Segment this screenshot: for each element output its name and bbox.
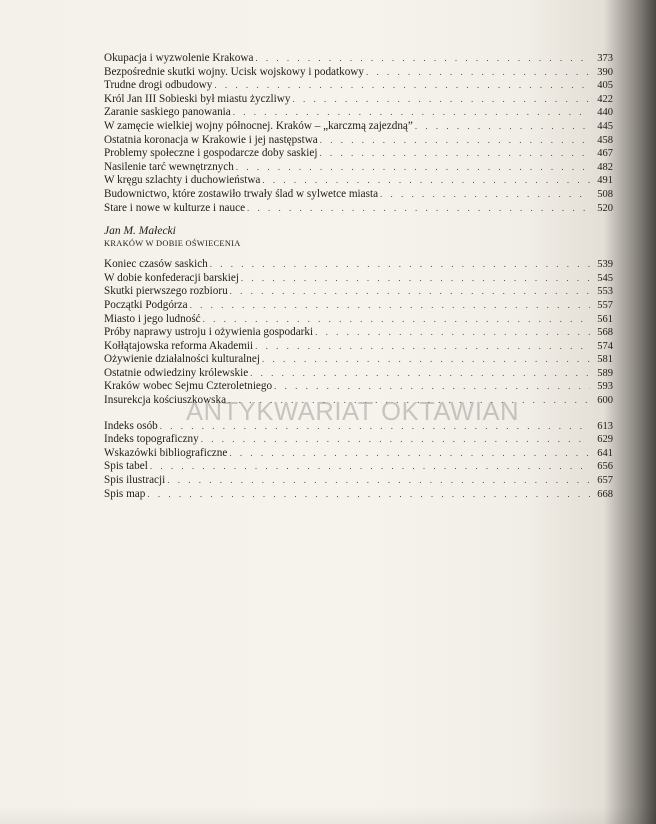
toc-entry-page: 668 — [597, 488, 613, 500]
dot-leader — [274, 380, 590, 394]
toc-entry — [104, 380, 613, 394]
dot-leader — [315, 326, 590, 340]
toc-entry-page: 581 — [597, 354, 613, 366]
dot-leader — [230, 285, 590, 299]
toc-entry — [104, 340, 613, 354]
toc-entry — [104, 202, 613, 216]
dot-leader — [380, 188, 590, 202]
toc-entry-page: 656 — [597, 461, 613, 473]
toc-entry — [104, 313, 613, 327]
toc-entry — [104, 474, 613, 488]
toc-entry-page: 373 — [597, 53, 613, 64]
toc-entry-title: Insurekcja kościuszkowska — [104, 394, 227, 407]
toc-entry — [104, 285, 613, 299]
toc-entry-page: 482 — [597, 161, 613, 173]
dot-leader — [319, 147, 590, 161]
toc-entry-page: 539 — [597, 259, 613, 271]
dot-leader — [210, 258, 590, 272]
dot-leader — [262, 353, 590, 367]
toc-entry-title: Kraków wobec Sejmu Czteroletniego — [104, 380, 273, 393]
dot-leader — [229, 447, 590, 461]
toc-entry-page: 491 — [597, 175, 613, 187]
dot-leader — [150, 460, 590, 474]
toc-entry-title: Zaranie saskiego panowania — [104, 106, 231, 119]
toc-entry-page: 520 — [597, 202, 613, 214]
toc-entry-title: W zamęcie wielkiej wojny północnej. Kraków – „karczmą zajezdną” — [104, 119, 413, 132]
toc-entry-title: Ostatnie odwiedziny królewskie — [104, 366, 249, 379]
toc-entry-page: 422 — [597, 93, 613, 105]
toc-entry-title: Spis map — [104, 487, 146, 500]
toc-entry-page: 613 — [597, 420, 613, 432]
toc-entry-title: Skutki pierwszego rozbioru — [104, 285, 228, 298]
toc-entry-title: Miasto i jego ludność — [104, 312, 201, 325]
toc-entry-page: 440 — [597, 107, 613, 119]
toc-entry — [104, 433, 613, 447]
dot-leader — [255, 52, 590, 66]
toc-entry-page: 467 — [597, 148, 613, 160]
section-heading: KRAKÓW W DOBIE OŚWIECENIA — [104, 239, 241, 249]
toc-entry-page: 657 — [597, 475, 613, 487]
toc-entry-page: 458 — [597, 134, 613, 146]
toc-part-2 — [104, 258, 613, 408]
toc-entry-title: Budownictwo, które zostawiło trwały ślad w sylwetce miasta — [104, 187, 379, 200]
dot-leader — [292, 93, 590, 107]
toc-entry — [104, 258, 613, 272]
toc-entry-title: Początki Podgórza — [104, 298, 188, 311]
dot-leader — [214, 79, 590, 93]
toc-entry-title: Bezpośrednie skutki wojny. Ucisk wojskowy i podatkowy — [104, 65, 364, 78]
section-author: Jan M. Małecki — [104, 225, 176, 238]
dot-leader — [203, 313, 590, 327]
toc-entry — [104, 174, 613, 188]
dot-leader — [147, 488, 590, 502]
dot-leader — [255, 340, 590, 354]
toc-entry — [104, 460, 613, 474]
toc-entry — [104, 79, 613, 93]
toc-entry-page: 390 — [597, 66, 613, 78]
toc-entry-title: Król Jan III Sobieski był miastu życzliwy — [104, 92, 291, 105]
toc-entry — [104, 147, 613, 161]
dot-leader — [250, 367, 590, 381]
toc-entry-title: Koniec czasów saskich — [104, 258, 208, 271]
toc-entry — [104, 120, 613, 134]
dot-leader — [366, 66, 590, 80]
toc-entry — [104, 93, 613, 107]
dot-leader — [233, 106, 590, 120]
toc-entry-page: 629 — [597, 434, 613, 446]
watermark-text: ANTYKWARIAT OKTAWIAN — [186, 398, 520, 426]
toc-entry-title: W kręgu szlachty i duchowieństwa — [104, 174, 261, 187]
toc-entry-page: 641 — [597, 447, 613, 459]
toc-entry-page: 593 — [597, 381, 613, 393]
toc-entry-title: Stare i nowe w kulturze i nauce — [104, 201, 246, 214]
toc-entry-title: Kołłątajowska reforma Akademii — [104, 339, 254, 352]
toc-entry — [104, 488, 613, 502]
toc-entry-page: 545 — [597, 272, 613, 284]
toc-entry-title: Ostatnia koronacja w Krakowie i jej następstwa — [104, 133, 318, 146]
toc-entry-title: Nasilenie tarć wewnętrznych — [104, 160, 234, 173]
toc-entry-page: 557 — [597, 299, 613, 311]
dot-leader — [415, 120, 590, 134]
toc-entry-title: Próby naprawy ustroju i ożywienia gospodarki — [104, 326, 314, 339]
toc-entry — [104, 326, 613, 340]
toc-entry-page: 574 — [597, 340, 613, 352]
toc-entry-title: Okupacja i wyzwolenie Krakowa — [104, 52, 254, 64]
toc-entry-title: Ożywienie działalności kulturalnej — [104, 353, 260, 366]
dot-leader — [247, 202, 590, 216]
toc-entry-page: 600 — [597, 395, 613, 407]
dot-leader — [236, 161, 590, 175]
toc-entry-title: W dobie konfederacji barskiej — [104, 271, 239, 284]
dot-leader — [201, 433, 590, 447]
toc-entry-title: Trudne drogi odbudowy — [104, 79, 213, 92]
dot-leader — [262, 174, 590, 188]
toc-entry-page: 589 — [597, 367, 613, 379]
toc-entry — [104, 353, 613, 367]
toc-entry — [104, 52, 613, 66]
toc-entry-title: Problemy społeczne i gospodarcze doby saskiej — [104, 147, 318, 160]
toc-entry-page: 445 — [597, 120, 613, 132]
toc-entry-title: Spis ilustracji — [104, 474, 166, 487]
toc-entry-page: 553 — [597, 286, 613, 298]
toc-entry — [104, 66, 613, 80]
toc-entry — [104, 272, 613, 286]
toc-entry — [104, 299, 613, 313]
toc-entry-page: 568 — [597, 327, 613, 339]
toc-entry — [104, 134, 613, 148]
dot-leader — [190, 299, 590, 313]
toc-entry-page: 561 — [597, 313, 613, 325]
toc-entry — [104, 106, 613, 120]
table-of-contents — [104, 52, 613, 501]
toc-entry-title: Spis tabel — [104, 460, 148, 473]
page-shadow — [0, 806, 656, 824]
toc-back-matter — [104, 420, 613, 502]
toc-entry — [104, 367, 613, 381]
toc-entry — [104, 161, 613, 175]
toc-entry-page: 405 — [597, 80, 613, 92]
toc-entry-title: Wskazówki bibliograficzne — [104, 446, 228, 459]
toc-entry-page: 508 — [597, 188, 613, 200]
toc-entry — [104, 188, 613, 202]
toc-entry — [104, 447, 613, 461]
dot-leader — [320, 134, 590, 148]
toc-entry-title: Indeks osób — [104, 419, 158, 432]
toc-entry-title: Indeks topograficzny — [104, 433, 199, 446]
dot-leader — [167, 474, 590, 488]
dot-leader — [241, 272, 590, 286]
toc-part-1 — [104, 52, 613, 215]
